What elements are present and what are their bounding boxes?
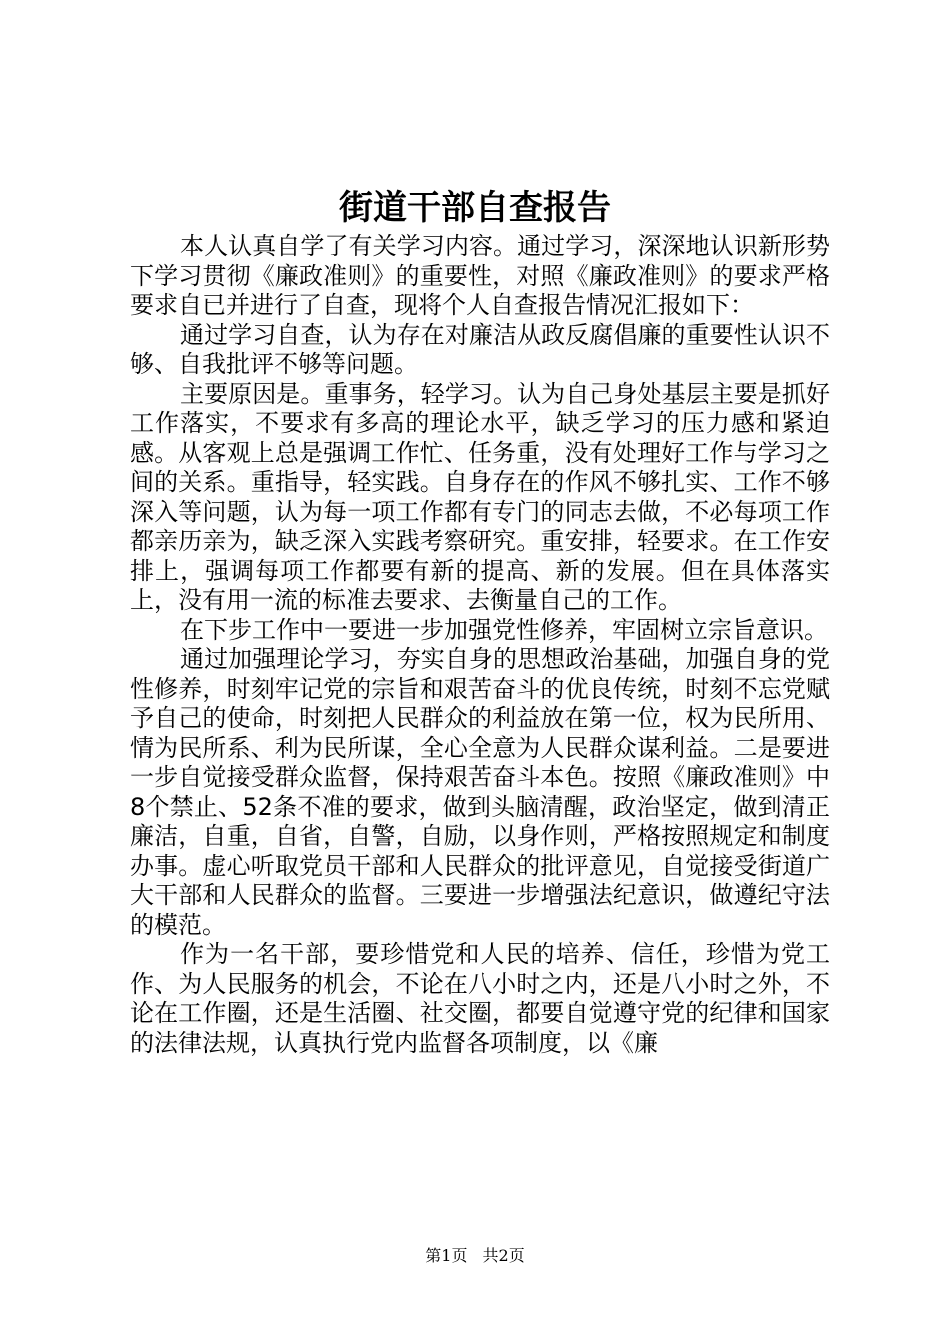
page-number-total: 共2页 — [482, 1246, 525, 1265]
paragraph-causes: 主要原因是。重事务，轻学习。认为自己身处基层主要是抓好工作落实，不要求有多高的理论水平，缺乏学习的压力感和紧迫感。从客观上总是强调工作忙、任务重，没有处理好工作与学习之间的关系。重指导，轻实践。自身存在的作风不够扎实、工作不够深入等问题，认为每一项工作都有专门的同志去做，不必每项工作都亲历亲为，缺乏深入实践考察研究。重安排，轻要求。在工作安排上，强调每项工作都要有新的提高、新的发展。但在具体落实上，没有用一流的标准去要求、去衡量自己的工作。 — [130, 379, 830, 614]
paragraph-problems: 通过学习自查，认为存在对廉洁从政反腐倡廉的重要性认识不够、自我批评不够等问题。 — [130, 320, 830, 378]
document-body — [130, 232, 830, 1058]
paragraph-commitment: 作为一名干部，要珍惜党和人民的培养、信任，珍惜为党工作、为人民服务的机会，不论在八小时之内，还是八小时之外，不论在工作圈，还是生活圈、社交圈，都要自觉遵守党的纪律和国家的法律法规，认真执行党内监督各项制度，以《廉 — [130, 940, 830, 1057]
paragraph-plan-details: 通过加强理论学习，夯实自身的思想政治基础，加强自身的党性修养，时刻牢记党的宗旨和艰苦奋斗的优良传统，时刻不忘党赋予自己的使命，时刻把人民群众的利益放在第一位，权为民所用、情为民所系、利为民所谋，全心全意为人民群众谋利益。二是要进一步自觉接受群众监督，保持艰苦奋斗本色。按照《廉政准则》中8个禁止、52条不准的要求，做到头脑清醒，政治坚定，做到清正廉洁，自重，自省，自警，自励，以身作则，严格按照规定和制度办事。虚心听取党员干部和人民群众的批评意见，自觉接受街道广大干部和人民群众的监督。三要进一步增强法纪意识，做遵纪守法的模范。 — [130, 645, 830, 939]
paragraph-intro: 本人认真自学了有关学习内容。通过学习，深深地认识新形势下学习贯彻《廉政准则》的重要性，对照《廉政准则》的要求严格要求自已并进行了自查，现将个人自查报告情况汇报如下： — [130, 232, 830, 319]
paragraph-plan-one: 在下步工作中一要进一步加强党性修养，牢固树立宗旨意识。 — [180, 615, 828, 644]
page-number-current: 第1页 — [425, 1246, 468, 1265]
page-footer — [0, 1244, 950, 1268]
document-title: 街道干部自查报告 — [339, 188, 611, 228]
